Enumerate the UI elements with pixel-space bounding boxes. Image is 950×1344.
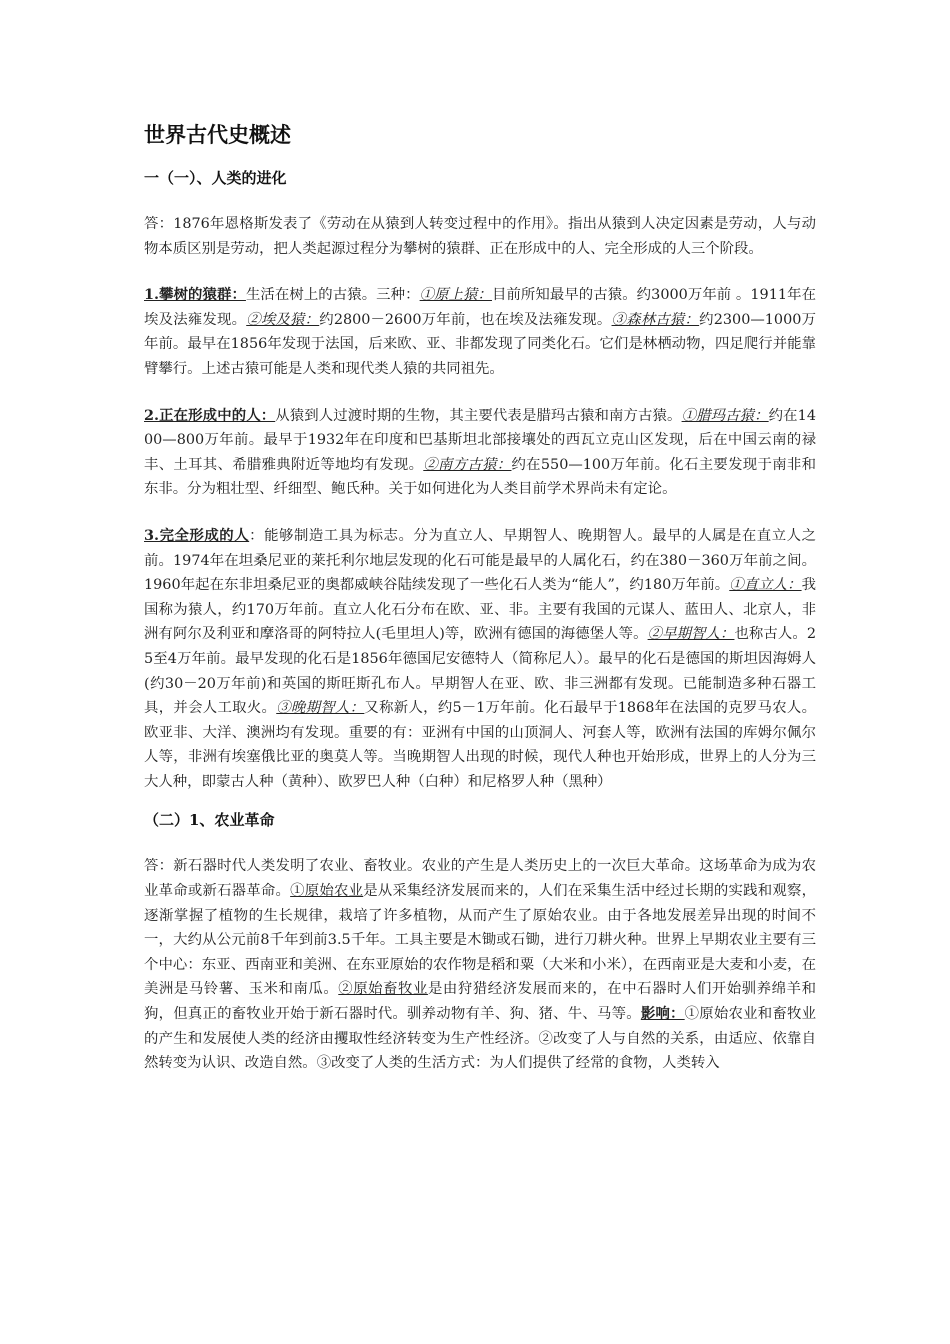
- term-label: 1.攀树的猿群：: [144, 286, 246, 304]
- paragraph-text: ①原始农业和畜牧业的产生和发展使人类的经济由攫取性经济转变为生产性经济。②改变了人与自然的关系，由适应、依靠自然转变为认识、改造自然。③改变了人类的生活方式：为人们提供了经常的食物，人类转入: [144, 1006, 816, 1072]
- paragraph-fully-formed-human: [144, 524, 816, 795]
- paragraph-text: 约在550—100万年前。化石主要发现于南非和东非。分为粗壮型、纤细型、鲍氏种。关于如何进化为人类目前学术界尚未有定论。: [144, 456, 816, 498]
- paragraph-text: 我国称为猿人，约170万年前。直立人化石分布在欧、亚、非。主要有我国的元谋人、蓝田人、北京人，非洲有阿尔及利亚和摩洛哥的阿特拉人(毛里坦人)等，欧洲有德国的海德堡人等。: [144, 577, 816, 643]
- term-underlined: ③晚期智人：: [276, 700, 365, 717]
- paragraph-text: 约2800－2600万年前，也在埃及法雍发现。: [319, 311, 612, 328]
- section-heading-agricultural-revolution: （二）1、农业革命: [144, 811, 275, 830]
- paragraph-climbing-apes: [144, 283, 816, 381]
- paragraph-intro: 答：1876年恩格斯发表了《劳动在从猿到人转变过程中的作用》。指出从猿到人决定因素是劳动，人与动物本质区别是劳动，把人类起源过程分为攀树的猿群、正在形成中的人、完全形成的人三个阶段。: [144, 216, 816, 257]
- paragraph-agricultural-revolution: [144, 854, 816, 1075]
- term-underlined: ③森林古猿：: [611, 311, 700, 328]
- document-title: 世界古代史概述: [144, 122, 291, 147]
- paragraph-text: 是由狩猎经济发展而来的，在中石器时人们开始驯养绵羊和狗，但真正的畜牧业开始于新石器时代。驯养动物有羊、狗、猪、牛、马等。: [144, 981, 816, 1023]
- paragraph-text: 约2300—1000万年前。最早在1856年发现于法国，后来欧、亚、非都发现了同类化石。它们是林栖动物，四足爬行并能靠臂攀行。上述古猿可能是人类和现代类人猿的共同祖先。: [144, 311, 816, 377]
- term-underlined: ①原上猿：: [419, 287, 492, 304]
- term-underlined: ②南方古猿：: [423, 456, 512, 473]
- section-heading-human-evolution: 一（一）、人类的进化: [144, 169, 287, 187]
- term-underlined: ②埃及猿：: [246, 311, 320, 328]
- term-label: 3.完全形成的人: [144, 526, 250, 544]
- paragraph-text: 也称古人。25至4万年前。最早发现的化石是1856年德国尼安德特人（简称尼人）。最早的化石是德国的斯坦因海姆人(约30－20万年前)和英国的斯旺斯孔布人。早期智人在亚、欧、非三洲都有发现。已能制造多种石器工具，并会人工取火。: [144, 626, 816, 717]
- document-page: [144, 118, 816, 1098]
- paragraph-text: 约在1400—800万年前。最早于1932年在印度和巴基斯坦北部接壤处的西瓦立克山区发现，后在中国云南的禄丰、土耳其、希腊雅典附近等地均有发现。: [144, 407, 816, 473]
- paragraph-text: 生活在树上的古猿。三种：: [245, 287, 420, 304]
- paragraph-text: 是从采集经济发展而来的，人们在采集生活中经过长期的实践和观察，逐渐掌握了植物的生长规律，栽培了许多植物，从而产生了原始农业。由于各地发展差异出现的时间不一，大约从公元前8千年到前3.5千年。工具主要是木锄或石锄，进行刀耕火种。世界上早期农业主要有三个中心：东亚、西南亚和美洲、在东亚原始的农作物是稻和粟（大米和小米），在西南亚是大麦和小麦，在美洲是马铃薯、玉米和南瓜。: [144, 883, 816, 998]
- term-underlined: ①原始农业: [290, 883, 364, 900]
- term-underlined: ②原始畜牧业: [338, 981, 428, 998]
- paragraph-text: 答：新石器时代人类发明了农业、畜牧业。农业的产生是人类历史上的一次巨大革命。这场革命为成为农业革命或新石器革命。: [144, 858, 816, 900]
- term-label: 影响：: [640, 1005, 685, 1023]
- term-underlined: ①腊玛古猿：: [681, 407, 769, 424]
- paragraph-text: ：能够制造工具为标志。分为直立人、早期智人、晚期智人。最早的人属是在直立人之前。1974年在坦桑尼亚的莱托利尔地层发现的化石可能是最早的人属化石，约在380－360万年前之间。1960年起在东非坦桑尼亚的奥都威峡谷陆续发现了一些化石人类为“能人”，约180万年前。: [144, 527, 816, 594]
- term-label: 2.正在形成中的人：: [144, 406, 276, 424]
- paragraph-text: 目前所知最早的古猿。约3000万年前 。1911年在埃及法雍发现。: [144, 287, 816, 328]
- term-underlined: ①直立人：: [729, 577, 802, 594]
- paragraph-text: 又称新人，约5－1万年前。化石最早于1868年在法国的克罗马农人。欧亚非、大洋、澳洲均有发现。重要的有：亚洲有中国的山顶洞人、河套人等，欧洲有法国的库姆尔佩尔人等，非洲有埃塞俄比亚的奥莫人等。当晚期智人出现的时候，现代人种也开始形成，世界上的人分为三大人种，即蒙古人种（黄种）、欧罗巴人种（白种）和尼格罗人种（黑种）: [144, 700, 816, 790]
- paragraph-forming-human: [144, 404, 816, 502]
- paragraph-text: 从猿到人过渡时期的生物，其主要代表是腊玛古猿和南方古猿。: [275, 407, 682, 424]
- term-underlined: ②早期智人：: [647, 626, 735, 643]
